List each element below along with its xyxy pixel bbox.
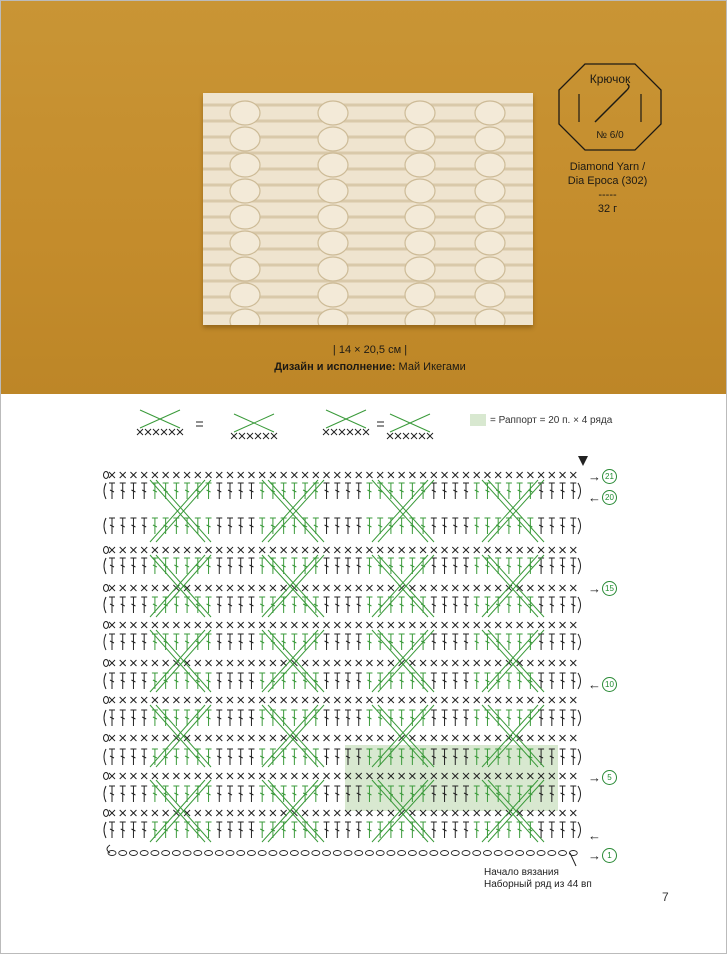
chain-stitch (104, 585, 109, 592)
chain-stitch (104, 735, 109, 742)
row-start-marker (578, 456, 588, 466)
repeat-legend-text: = Раппорт = 20 п. × 4 ряда (490, 414, 613, 426)
turn-chain (578, 749, 581, 765)
credit-name: Май Икегами (395, 361, 466, 373)
page-number: 7 (662, 890, 669, 904)
foundation-chain (290, 851, 298, 856)
foundation-chain (323, 851, 331, 856)
foundation-chain (301, 851, 309, 856)
row-label-5: → 5 (588, 770, 617, 785)
foundation-chain (344, 851, 352, 856)
hook-title: Крючок (589, 72, 631, 86)
yarn-name: Dia Epoca (302) (567, 175, 648, 187)
foundation-chain (387, 851, 395, 856)
foundation-chain (333, 851, 341, 856)
foundation-chain (559, 851, 567, 856)
foundation-chain (205, 851, 213, 856)
row-label-1: → 1 (588, 848, 617, 863)
turn-chain (104, 634, 106, 650)
foundation-chain (430, 851, 438, 856)
turn-chain (578, 483, 581, 499)
foundation-chain (537, 851, 545, 856)
turn-chain (104, 597, 106, 613)
foundation-chain (419, 851, 427, 856)
row-label-20: ← 20 (588, 490, 617, 505)
turn-chain (104, 749, 106, 765)
foundation-chain (473, 851, 481, 856)
turn-chain (578, 710, 581, 726)
chain-stitch (104, 773, 109, 780)
foundation-chain (172, 851, 180, 856)
foundation-chain (548, 851, 556, 856)
foundation-chain (441, 851, 449, 856)
yarn-brand: Diamond Yarn / (569, 161, 646, 173)
yarn-weight: 32 г (597, 203, 618, 215)
credit-label: Дизайн и исполнение: (274, 361, 396, 373)
foundation-chain (151, 851, 159, 856)
turn-chain (104, 786, 106, 802)
foundation-chain (483, 851, 491, 856)
foundation-chain (280, 851, 288, 856)
chain-stitch (104, 810, 109, 817)
foundation-chain (129, 851, 137, 856)
turn-chain (578, 634, 581, 650)
swatch-dimensions: | 14 × 20,5 см | (332, 344, 408, 356)
foundation-chain (215, 851, 223, 856)
foundation-chain (226, 851, 234, 856)
chain-stitch (104, 547, 109, 554)
row-label-21: → 21 (588, 469, 617, 484)
turn-chain (578, 518, 581, 534)
turn-chain (578, 786, 581, 802)
turn-chain (578, 558, 581, 574)
start-note (484, 867, 592, 891)
chain-stitch (104, 622, 109, 629)
foundation-chain (494, 851, 502, 856)
turn-chain (104, 558, 106, 574)
turn-chain (104, 710, 106, 726)
turn-chain (104, 518, 106, 534)
chain-stitch (104, 660, 109, 667)
foundation-chain (355, 851, 363, 856)
turn-chain (578, 673, 581, 689)
foundation-chain (269, 851, 277, 856)
foundation-chain (408, 851, 416, 856)
repeat-legend (470, 414, 612, 426)
foundation-chain (140, 851, 148, 856)
foundation-chain (107, 845, 110, 853)
chain-stitch (104, 472, 109, 479)
foundation-chain (237, 851, 245, 856)
foundation-chain (365, 851, 373, 856)
foundation-chain (462, 851, 470, 856)
foundation-chain (183, 851, 191, 856)
row-label-10: ← 10 (588, 677, 617, 692)
foundation-chain (312, 851, 320, 856)
foundation-chain (119, 851, 127, 856)
chain-stitch (104, 697, 109, 704)
foundation-chain (376, 851, 384, 856)
turn-chain (578, 597, 581, 613)
foundation-chain (505, 851, 513, 856)
turn-chain (104, 483, 106, 499)
turn-chain (104, 673, 106, 689)
row-label-2: ← (588, 828, 601, 843)
foundation-chain (258, 851, 266, 856)
foundation-chain (451, 851, 459, 856)
foundation-chain (526, 851, 534, 856)
repeat-highlight (345, 745, 558, 811)
foundation-chain (516, 851, 524, 856)
start-note-line1: Начало вязания (484, 867, 559, 878)
foundation-chain (247, 851, 255, 856)
hook-size: № 6/0 (596, 130, 624, 141)
foundation-chain (194, 851, 202, 856)
yarn-separator: ----- (598, 189, 617, 201)
repeat-swatch (470, 414, 486, 426)
foundation-chain (398, 851, 406, 856)
start-note-line2: Наборный ряд из 44 вп (484, 879, 592, 890)
row-label-15: → 15 (588, 581, 617, 596)
turn-chain (578, 822, 581, 838)
turn-chain (104, 822, 106, 838)
foundation-chain (162, 851, 170, 856)
